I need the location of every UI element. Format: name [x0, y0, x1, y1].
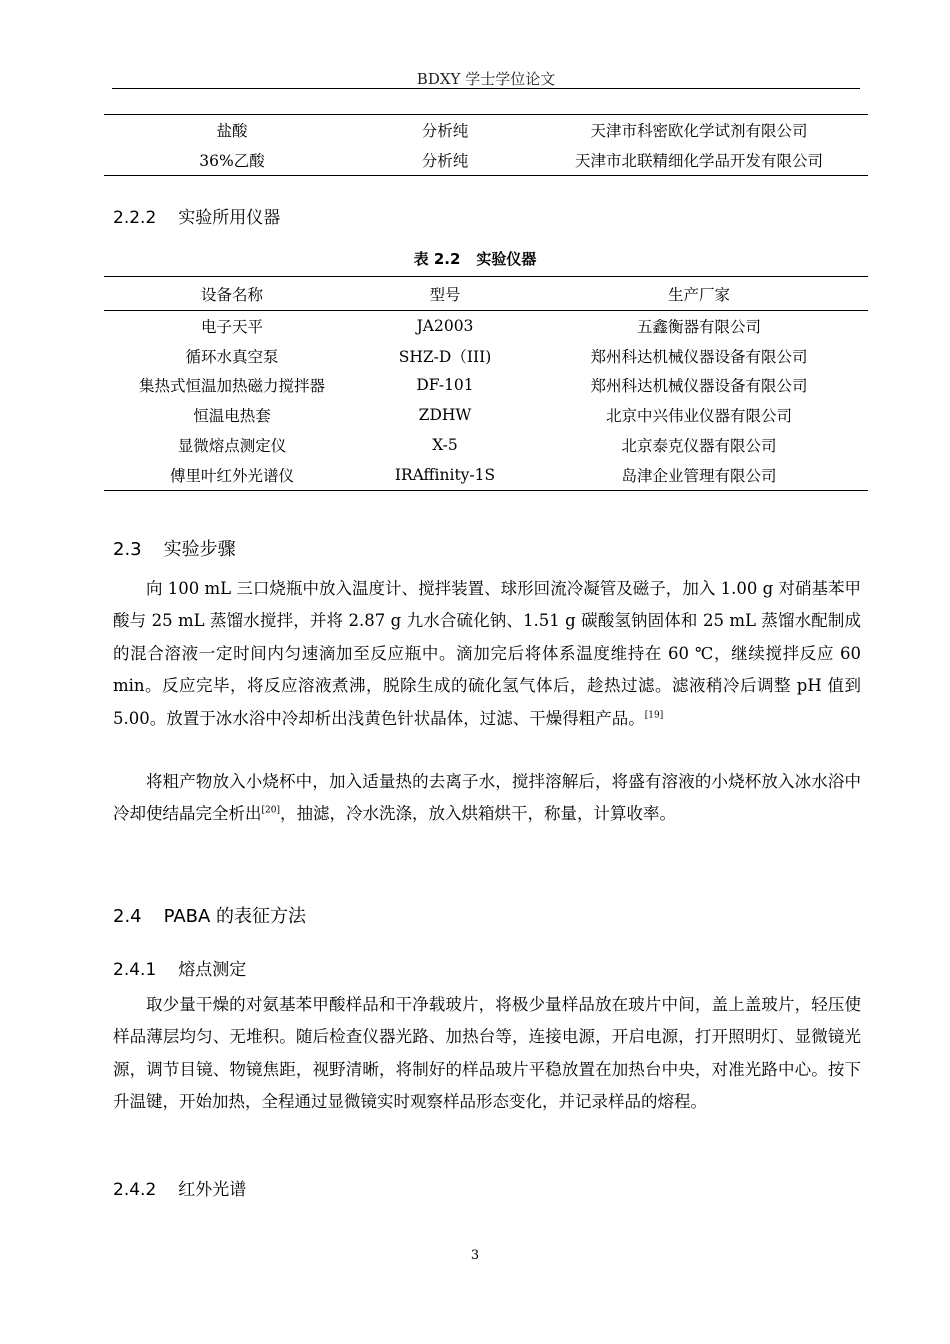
table-cell: 盐酸	[216, 122, 248, 140]
table-header-row	[104, 277, 868, 311]
section-heading-2-3	[113, 535, 236, 561]
column-header: 生产厂家	[530, 277, 868, 311]
section-title: 实验步骤	[163, 539, 236, 560]
table-row	[104, 371, 868, 401]
section-heading-2-4-2	[113, 1175, 246, 1200]
table-cell: 北京泰克仪器有限公司	[621, 437, 777, 456]
table-cell: ZDHW	[418, 406, 472, 425]
table-cell: 北京中兴伟业仪器有限公司	[605, 407, 792, 426]
table-cell: X-5	[432, 436, 458, 455]
table-cell: 五鑫衡器有限公司	[636, 317, 761, 336]
body-paragraph	[113, 989, 861, 1119]
table-cell: DF-101	[416, 376, 474, 395]
table-cell: 分析纯	[421, 122, 469, 140]
table-row	[104, 341, 868, 371]
body-paragraph	[113, 573, 861, 735]
table-row	[104, 400, 868, 430]
table-cell: SHZ-D（III)	[398, 347, 492, 366]
page-number: 3	[470, 1248, 480, 1263]
section-title: PABA 的表征方法	[163, 906, 307, 927]
paragraph-text: 取少量干燥的对氨基苯甲酸样品和干净载玻片，将极少量样品放在玻片中间，盖上盖玻片，轻压使样品薄层均匀、无堆积。随后检查仪器光路、加热台等，连接电源，开启电源，打开照明灯、显微镜光源，调节目镜、物镜焦距，视野清晰，将制好的样品玻片平稳放置在加热台中央，对准光路中心。按下升温键，开始加热，全程通过显微镜实时观察样品形态变化，并记录样品的熔程。	[113, 995, 861, 1112]
section-title: 熔点测定	[178, 960, 247, 980]
section-number: 2.4.2	[113, 1180, 157, 1200]
section-heading-2-2-2	[113, 203, 280, 228]
table-row	[104, 145, 868, 176]
table-row	[104, 311, 868, 341]
table-cell: 天津市科密欧化学试剂有限公司	[590, 122, 808, 140]
section-number: 2.2.2	[113, 208, 157, 228]
section-title: 实验所用仪器	[178, 208, 281, 228]
table-cell: IRAffinity-1S	[394, 465, 496, 484]
paragraph-text: 向 100 mL 三口烧瓶中放入温度计、搅拌装置、球形回流冷凝管及磁子，加入 1.00 g 对硝基苯甲酸与 25 mL 蒸馏水搅拌，并将 2.87 g 九水合硫化钠、1.51 g 碳酸氢钠固体和 25 mL 蒸馏水配制成的混合溶液一定时间内匀速滴加至反应瓶中。滴加完后将体系温度维持在 60 ℃，继续搅拌反应 60 min。反应完毕，将反应溶液煮沸，脱除生成的硫化氢气体后，趁热过滤。滤液稍冷后调整 pH 值到 5.00。放置于冰水浴中冷却析出浅黄色针状晶体，过滤、干燥得粗产品。	[113, 579, 861, 728]
paragraph-text: 将粗产物放入小烧杯中，加入适量热的去离子水，搅拌溶解后，将盛有溶液的小烧杯放入冰水浴中冷却使结晶完全析出	[113, 772, 861, 824]
header-rule	[112, 88, 860, 89]
caption-title: 实验仪器	[476, 250, 537, 268]
table-cell: 36%乙酸	[199, 152, 265, 170]
table-cell: 电子天平	[200, 317, 263, 336]
table-cell: 岛津企业管理有限公司	[621, 466, 777, 485]
column-header: 型号	[360, 277, 530, 311]
column-header: 设备名称	[104, 277, 360, 311]
table-cell: 循环水真空泵	[185, 347, 279, 366]
reagent-table-continued	[104, 114, 868, 176]
table-cell: JA2003	[416, 316, 474, 335]
section-heading-2-4	[113, 902, 306, 928]
section-number: 2.4	[113, 906, 142, 927]
citation: [20]	[261, 805, 280, 816]
table-row	[104, 460, 868, 490]
table-cell: 郑州科达机械仪器设备有限公司	[590, 347, 808, 366]
table-cell: 集热式恒温加热磁力搅拌器	[138, 377, 325, 396]
table-row	[104, 430, 868, 460]
section-number: 2.4.1	[113, 960, 157, 980]
table-cell: 天津市北联精细化学品开发有限公司	[574, 152, 823, 170]
caption-number: 表 2.2	[413, 250, 461, 268]
section-number: 2.3	[113, 539, 142, 560]
table-row	[104, 115, 868, 146]
instrument-table	[104, 276, 868, 491]
table-cell: 显微熔点测定仪	[177, 437, 287, 456]
table-cell: 分析纯	[421, 152, 469, 170]
table-cell: 郑州科达机械仪器设备有限公司	[590, 377, 808, 396]
paragraph-text: ，抽滤，冷水洗涤，放入烘箱烘干，称量，计算收率。	[279, 804, 676, 824]
table-cell: 傅里叶红外光谱仪	[169, 466, 294, 485]
table-caption	[0, 248, 950, 269]
body-paragraph	[113, 766, 861, 831]
section-title: 红外光谱	[178, 1180, 247, 1200]
page-header: BDXY 学士学位论文	[416, 70, 556, 88]
section-heading-2-4-1	[113, 955, 246, 980]
table-cell: 恒温电热套	[193, 407, 271, 426]
citation: [19]	[644, 710, 664, 721]
